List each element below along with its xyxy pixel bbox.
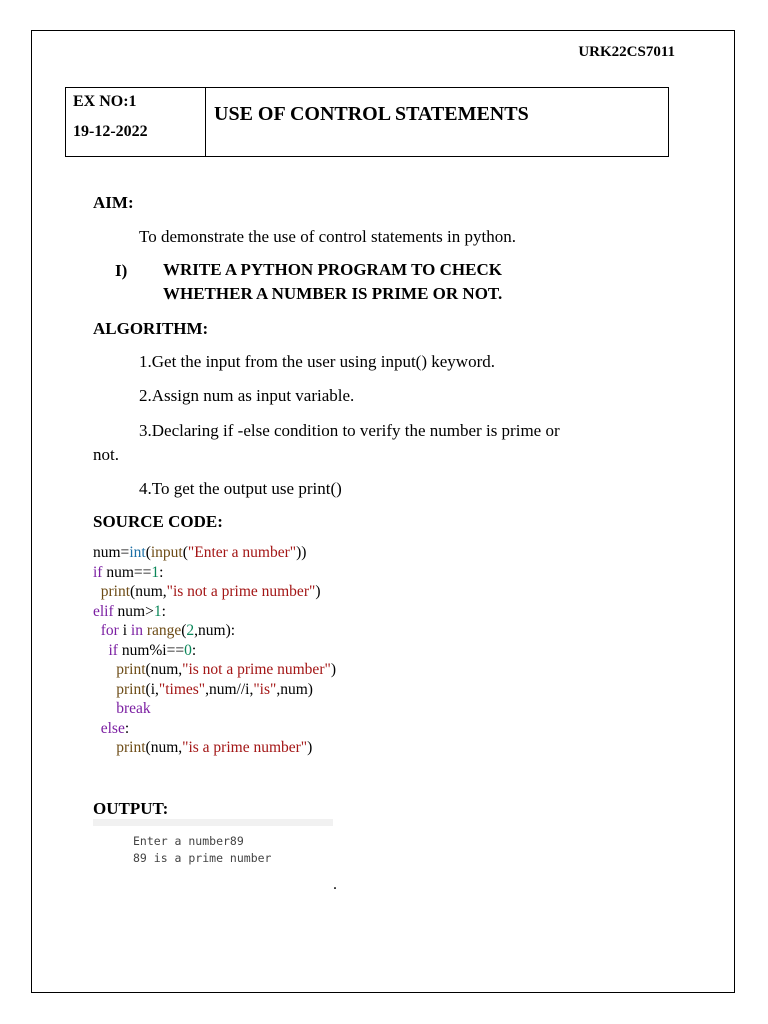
register-number: URK22CS7011 (578, 44, 675, 60)
output-line: 89 is a prime number (133, 851, 272, 865)
output-console (93, 819, 333, 878)
algorithm-heading: ALGORITHM: (93, 319, 209, 338)
question-line: WHETHER A NUMBER IS PRIME OR NOT. (163, 284, 503, 303)
exercise-number: EX NO:1 (73, 93, 137, 110)
exercise-title: USE OF CONTROL STATEMENTS (214, 103, 529, 125)
algorithm-step-continued: not. (93, 445, 119, 464)
exercise-info (66, 88, 206, 156)
trailing-mark: . (333, 876, 337, 893)
source-code-block: num=int(input("Enter a number")) if num==1: print(num,"is not a prime number") elif num>1: for i in range(2,num): if num%i==0: print(num,"is not a prime number") print(i,"times",num//i,"is",num) break else: print(num,"is a prime number") (93, 544, 336, 756)
question-line: WRITE A PYTHON PROGRAM TO CHECK (163, 260, 502, 279)
output-heading: OUTPUT: (93, 799, 169, 818)
exercise-header-table (65, 87, 669, 157)
algorithm-step: 4.To get the output use print() (139, 479, 342, 498)
source-code-heading: SOURCE CODE: (93, 512, 223, 531)
question-number: I) (115, 261, 128, 280)
algorithm-step: 1.Get the input from the user using input() keyword. (139, 352, 495, 371)
exercise-date: 19-12-2022 (73, 123, 148, 140)
algorithm-step: 2.Assign num as input variable. (139, 386, 355, 405)
aim-text: To demonstrate the use of control statements in python. (139, 227, 516, 246)
output-line: Enter a number89 (133, 834, 244, 848)
aim-heading: AIM: (93, 193, 134, 212)
question-text (163, 258, 502, 306)
algorithm-step: 3.Declaring if -else condition to verify the number is prime or (139, 421, 560, 440)
